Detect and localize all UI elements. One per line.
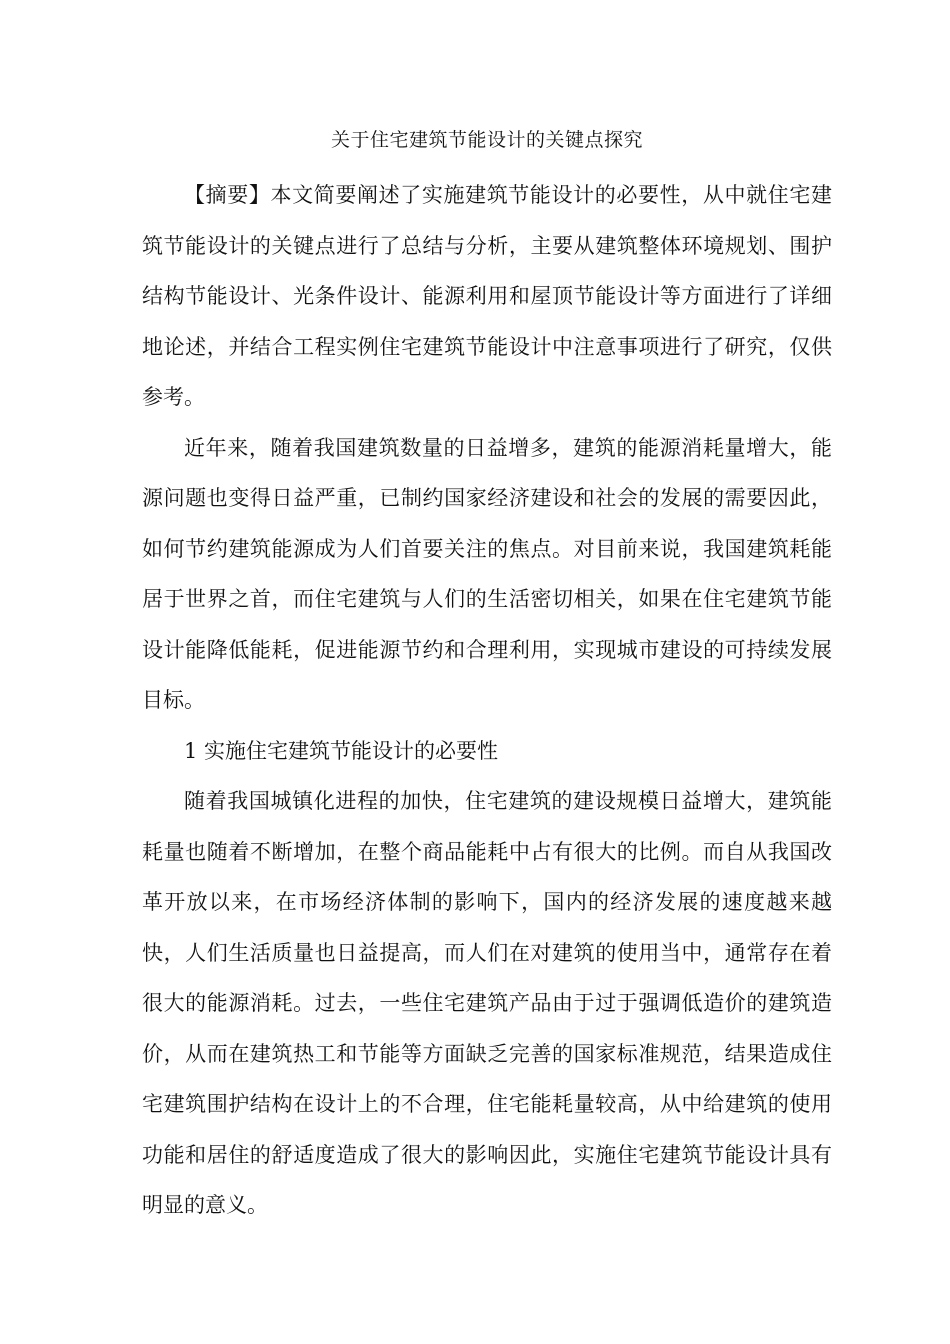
abstract-paragraph: 【摘要】本文简要阐述了实施建筑节能设计的必要性，从中就住宅建筑节能设计的关键点进行了总结与分析，主要从建筑整体环境规划、围护结构节能设计、光条件设计、能源利用和屋顶节能设计等方面进行了详细地论述，并结合工程实例住宅建筑节能设计中注意事项进行了研究，仅供参考。 — [142, 183, 832, 409]
document-title: 关于住宅建筑节能设计的关键点探究 — [330, 129, 643, 151]
document-body — [142, 122, 832, 1231]
section-paragraph: 随着我国城镇化进程的加快，住宅建筑的建设规模日益增大，建筑能耗量也随着不断增加，在整个商品能耗中占有很大的比例。而自从我国改革开放以来，在市场经济体制的影响下，国内的经济发展的速度越来越快，人们生活质量也日益提高，而人们在对建筑的使用当中，通常存在着很大的能源消耗。过去，一些住宅建筑产品由于过于强调低造价的建筑造价，从而在建筑热工和节能等方面缺乏完善的国家标准规范，结果造成住宅建筑围护结构在设计上的不合理，住宅能耗量较高，从中给建筑的使用功能和居住的舒适度造成了很大的影响因此，实施住宅建筑节能设计具有明显的意义。 — [142, 789, 832, 1217]
intro-paragraph: 近年来，随着我国建筑数量的日益增多，建筑的能源消耗量增大，能源问题也变得日益严重，已制约国家经济建设和社会的发展的需要因此，如何节约建筑能源成为人们首要关注的焦点。对目前来说，我国建筑耗能居于世界之首，而住宅建筑与人们的生活密切相关，如果在住宅建筑节能设计能降低能耗，促进能源节约和合理利用，实现城市建设的可持续发展目标。 — [142, 435, 832, 712]
section-heading: 1 实施住宅建筑节能设计的必要性 — [184, 738, 499, 763]
